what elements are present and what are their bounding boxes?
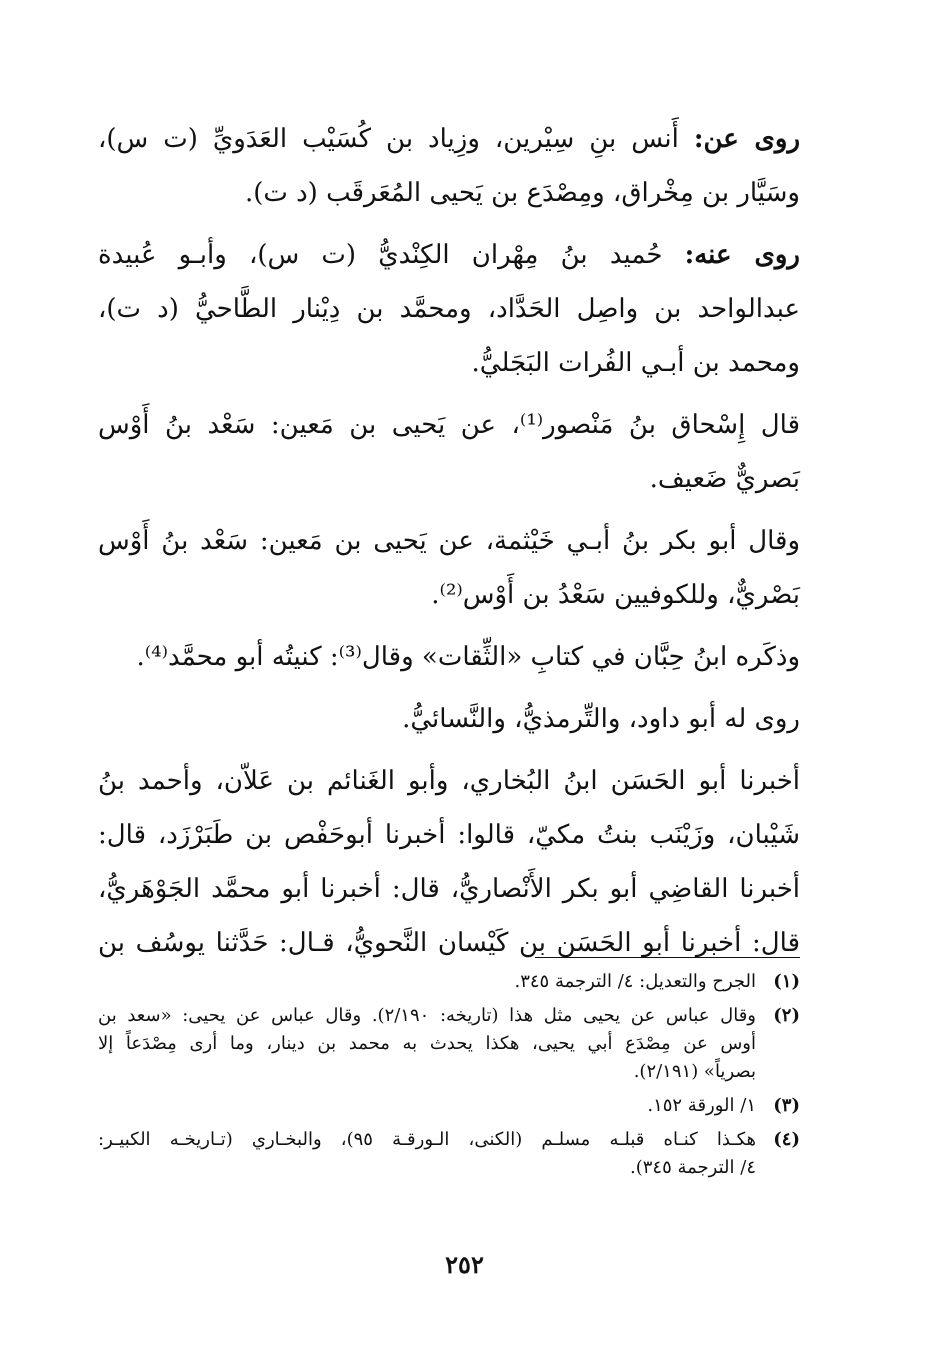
footnote-line: ١/ الورقة ١٥٢. [647,1095,756,1116]
footnote-2 [98,1002,800,1086]
text-line: شَيْبان، وزَيْنَب بنتُ مكيّ، قالوا: أخبرنا أبوحَفْص بن طَبَرْزَد، قال: [98,820,800,850]
text-line: روى له أبو داود، والتِّرمذيُّ، والنَّسائيُّ. [402,704,800,734]
text-line: قال: أخبرنا أبو الحَسَن بن كَيْسان النَّحويُّ، قـال: حَدَّثنا يوسُف بن [98,928,800,958]
text-line: قال إِسْحاق بنُ مَنْصور⁽¹⁾، عن يَحيى بن مَعين: سَعْد بنُ أَوْس [98,410,800,440]
footnote-body [98,1092,756,1120]
footnote-line: بصرياً» (٢/١٩١). [633,1061,756,1082]
paragraph-narrated-from [98,112,800,220]
text-line: وذكَره ابنُ حِبَّان في كتابِ «الثِّقات» وقال⁽³⁾: كنيتُه أبو محمَّد⁽⁴⁾. [136,642,800,672]
footnote-line: هكـذا كنـاه قبلـه مسلـم (الكنى، الـورقـة ٩٥)، والبخـاري (تـاريخـه الكبيـر: [98,1129,757,1150]
footnote-line: الجرح والتعديل: ٤/ الترجمة ٣٤٥. [514,971,756,992]
footnote-line: أوس عن مِصْدَع أبي يحيى، هكذا يحدث به محمد بن دينار، وما أرى مِصْدَعاً إلا [98,1033,756,1054]
text-line: بَصريٌّ ضَعيف. [649,464,800,494]
text-line: عبدالواحد بن واصِل الحَدَّاد، ومحمَّد بن دِيْنار الطَّاحيُّ (د ت)، [98,294,800,324]
footnote-1 [98,968,800,996]
paragraph-isnad [98,754,800,970]
footnote-line: ٤/ الترجمة ٣٤٥). [630,1157,756,1178]
page-number: ٢٥٢ [445,1250,484,1279]
paragraph-narrated-by [98,228,800,390]
text-line: وسَيَّار بن مِخْراق، ومِصْدَع بن يَحيى المُعَرقَب (د ت). [244,178,800,208]
footnotes [98,968,800,1188]
text-line: بَصْريٌّ، وللكوفيين سَعْدُ بن أَوْس⁽²⁾. [431,580,800,610]
text-line-content: حُميد بنُ مِهْران الكِنْديُّ (ت س)، وأبـو عُبيدة [98,240,663,270]
footnote-body [98,1126,756,1182]
footnote-number: (٢) [773,1005,800,1026]
footnote-number: (١) [773,971,800,992]
footnote-body [98,1002,756,1086]
text-line: وقال أبو بكر بنُ أبـي خَيْثمة، عن يَحيى بن مَعين: سَعْد بنُ أَوْس [98,526,800,556]
text-line: ومحمد بن أبـي الفُرات البَجَليُّ. [471,348,800,378]
paragraph-narrators [98,692,800,746]
paragraph-ibn-hibban [98,630,800,684]
paragraph-ibn-mansur [98,398,800,506]
text-line: أخبرنا القاضِي أبو بكر الأَنْصاريُّ، قال: أخبرنا أبو محمَّد الجَوْهَريُّ، [98,874,800,904]
footnote-number: (٣) [773,1095,800,1116]
footnote-4 [98,1126,800,1182]
text-line-content: أَنس بنِ سِيْرين، وزِياد بن كُسَيْب العَدَويِّ (ت س)، [98,124,679,154]
paragraph-abu-bakr [98,514,800,622]
footnote-line: وقال عباس عن يحيى مثل هذا (تاريخه: ٢/١٩٠). وقال عباس عن يحيى: «سعد بن [98,1005,756,1026]
footnote-divider [535,957,800,958]
text-line: أخبرنا أبو الحَسَن ابنُ البُخاري، وأبو الغَنائم بن عَلاّن، وأحمد بنُ [98,766,800,796]
text-line [98,228,800,282]
paragraph-lead: روى عنه: [684,240,800,270]
footnote-number: (٤) [773,1129,800,1150]
main-text [98,112,800,978]
text-line [98,112,800,166]
paragraph-lead: روى عن: [693,124,801,154]
footnote-3 [98,1092,800,1120]
footnote-body [98,968,756,996]
